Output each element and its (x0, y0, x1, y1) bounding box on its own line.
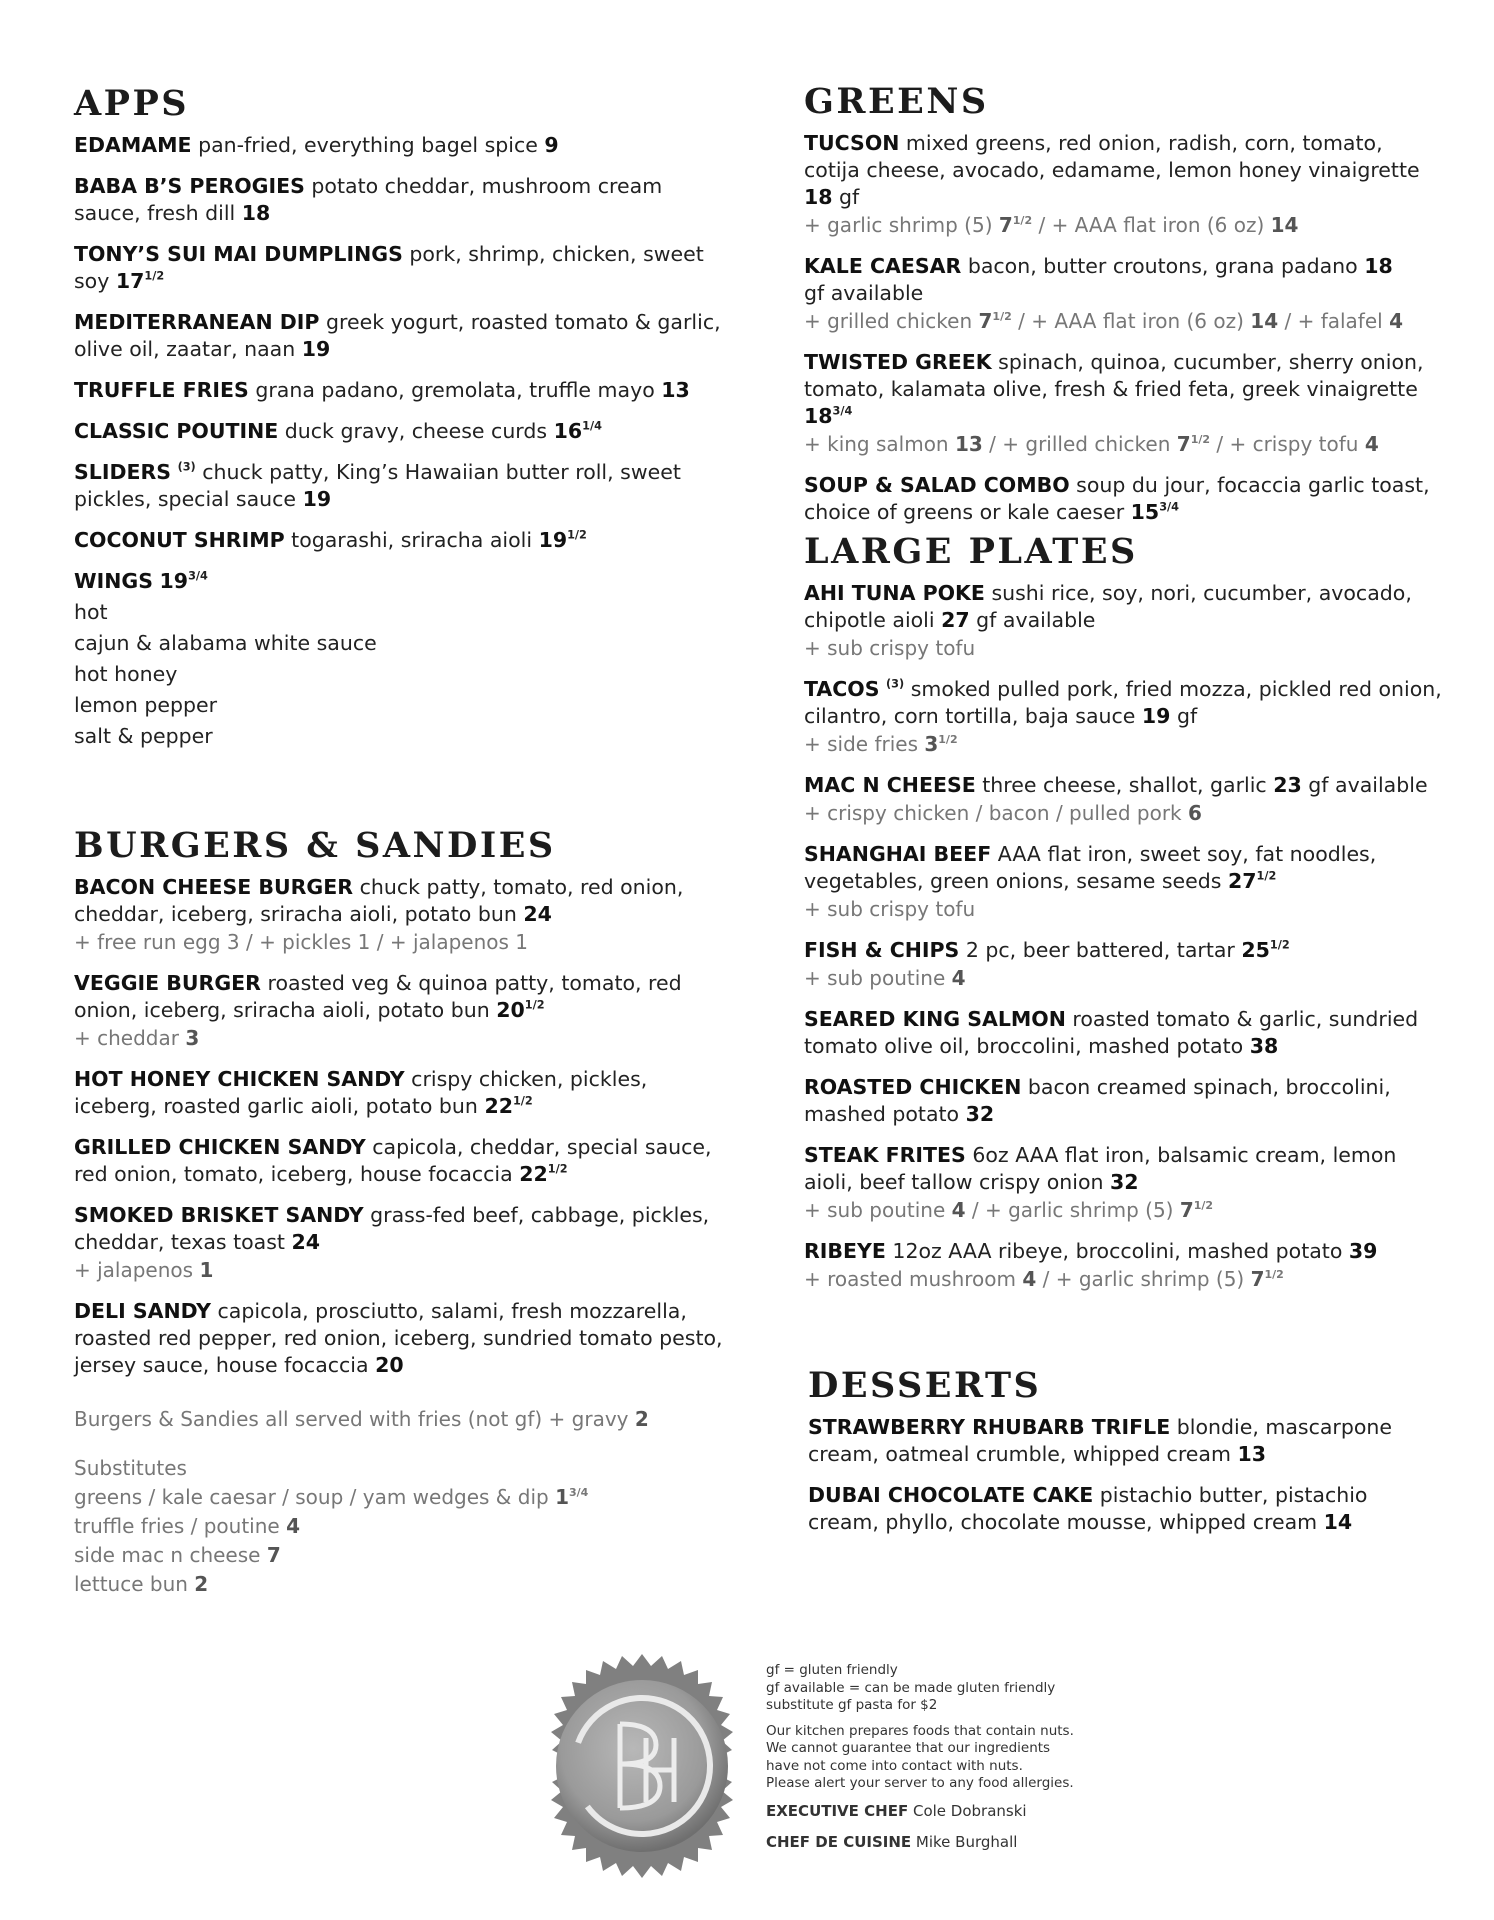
menu-item: ROASTED CHICKEN bacon creamed spinach, broccolini, mashed potato 32 (804, 1075, 1391, 1126)
substitute-item: greens / kale caesar / soup / yam wedges & dip $1^{3/4}$ (74, 1485, 589, 1509)
menu-item: TACOS $^{(3)}$ smoked pulled pork, fried mozza, pickled red onion, cilantro, corn tortilla, baja sauce 19 gf + side fries $3^{1/2}$ (804, 677, 1442, 756)
wing-flavor: cajun & alabama white sauce (74, 631, 377, 655)
wing-flavor: hot honey (74, 662, 178, 686)
menu-item: BABA B’S PEROGIES potato cheddar, mushroom cream sauce, fresh dill 18 (74, 174, 663, 225)
menu-item: SHANGHAI BEEF AAA flat iron, sweet soy, fat noodles, vegetables, green onions, sesame seeds $27^{1/2}$ + sub crispy tofu (804, 842, 1377, 921)
menu-item: COCONUT SHRIMP togarashi, sriracha aioli $19^{1/2}$ (74, 528, 587, 552)
gf-legend: gf = gluten friendly gf available = can be made gluten friendly substitute gf pasta for $2 (766, 1662, 1056, 1713)
menu-item: TONY’S SUI MAI DUMPLINGS pork, shrimp, chicken, sweet soy $17^{1/2}$ (74, 242, 704, 293)
chef-credits (766, 1801, 1126, 1852)
greens-heading: GREENS (804, 81, 989, 122)
menu-item: SOUP & SALAD COMBO soup du jour, focaccia garlic toast, choice of greens or kale caeser $15^{3/4}$ (804, 473, 1430, 524)
apps-heading: APPS (74, 83, 190, 124)
served-note: Burgers & Sandies all served with fries (not gf) + gravy 2 (74, 1407, 649, 1431)
menu-item: VEGGIE BURGER roasted veg & quinoa patty, tomato, red onion, iceberg, sriracha aioli, potato bun $20^{1/2}$ + cheddar 3 (74, 971, 682, 1050)
menu-item: BACON CHEESE BURGER chuck patty, tomato, red onion, cheddar, iceberg, sriracha aioli, potato bun 24 + free run egg 3 / + pickles 1 / + jalapenos 1 (74, 875, 684, 954)
bottlecap-logo (528, 1652, 756, 1880)
desserts-heading: DESSERTS (808, 1365, 1042, 1406)
menu-item: GRILLED CHICKEN SANDY capicola, cheddar, special sauce, red onion, tomato, iceberg, house focaccia $22^{1/2}$ (74, 1135, 712, 1186)
menu-item: TRUFFLE FRIES grana padano, gremolata, truffle mayo 13 (74, 378, 690, 402)
substitutes-title: Substitutes (74, 1456, 187, 1480)
menu-item: MEDITERRANEAN DIP greek yogurt, roasted tomato & garlic, olive oil, zaatar, naan 19 (74, 310, 721, 361)
wings-item: WINGS $19^{3/4}$ hot cajun & alabama white sauce hot honey lemon pepper salt & pepper (74, 568, 734, 752)
greens-section (804, 82, 1444, 526)
menu-item: AHI TUNA POKE sushi rice, soy, nori, cucumber, avocado, chipotle aioli 27 gf available + sub crispy tofu (804, 581, 1412, 660)
menu-item: FISH & CHIPS 2 pc, beer battered, tartar $25^{1/2}$ + sub poutine 4 (804, 938, 1290, 990)
menu-item: EDAMAME pan-fried, everything bagel spice 9 (74, 133, 559, 157)
executive-chef: EXECUTIVE CHEF Cole Dobranski (766, 1801, 1027, 1820)
large-plates-heading: LARGE PLATES (804, 531, 1138, 572)
allergy-note: Our kitchen prepares foods that contain nuts. We cannot guarantee that our ingredients have not come into contact with nuts. Please alert your server to any food allergies. (766, 1722, 1074, 1791)
menu-item: SLIDERS $^{(3)}$ chuck patty, King’s Hawaiian butter roll, sweet pickles, special sauce 19 (74, 460, 681, 511)
wing-flavor: salt & pepper (74, 724, 213, 748)
apps-section (74, 84, 734, 752)
wing-flavor: lemon pepper (74, 693, 218, 717)
wing-flavor: hot (74, 600, 108, 624)
menu-item: KALE CAESAR bacon, butter croutons, grana padano 18 gf available + grilled chicken $7^{1/2}$ / + AAA flat iron (6 oz) 14 / + falafel 4 (804, 254, 1403, 333)
burgers-section (74, 826, 734, 1599)
large-plates-section (804, 532, 1444, 1293)
menu-item: HOT HONEY CHICKEN SANDY crispy chicken, pickles, iceberg, roasted garlic aioli, potato bun $22^{1/2}$ (74, 1067, 648, 1118)
menu-item: STRAWBERRY RHUBARB TRIFLE blondie, mascarpone cream, oatmeal crumble, whipped cream 13 (808, 1415, 1392, 1466)
chef-de-cuisine: CHEF DE CUISINE Mike Burghall (766, 1832, 1018, 1851)
menu-item: TUCSON mixed greens, red onion, radish, corn, tomato, cotija cheese, avocado, edamame, lemon honey vinaigrette 18 gf + garlic shrimp (5) $7^{1/2}$ / + AAA flat iron (6 oz) 14 (804, 131, 1420, 237)
menu-item: DUBAI CHOCOLATE CAKE pistachio butter, pistachio cream, phyllo, chocolate mousse, whipped cream 14 (808, 1483, 1368, 1534)
menu-item: TWISTED GREEK spinach, quinoa, cucumber, sherry onion, tomato, kalamata olive, fresh & fried feta, greek vinaigrette $18^{3/4}$ + king salmon 13 / + grilled chicken $7^{1/2}$ / + crispy tofu 4 (804, 350, 1424, 456)
substitutes-list (74, 1454, 734, 1599)
substitute-item: lettuce bun 2 (74, 1572, 209, 1596)
menu-item: RIBEYE 12oz AAA ribeye, broccolini, mashed potato 39 + roasted mushroom 4 / + garlic shrimp (5) $7^{1/2}$ (804, 1239, 1378, 1291)
substitute-item: side mac n cheese 7 (74, 1543, 281, 1567)
menu-item: STEAK FRITES 6oz AAA flat iron, balsamic cream, lemon aioli, beef tallow crispy onion 32 + sub poutine 4 / + garlic shrimp (5) $7^{1/2}$ (804, 1143, 1397, 1222)
menu-item: SMOKED BRISKET SANDY grass-fed beef, cabbage, pickles, cheddar, texas toast 24 + jalapenos 1 (74, 1203, 710, 1282)
substitute-item: truffle fries / poutine 4 (74, 1514, 301, 1538)
menu-item: SEARED KING SALMON roasted tomato & garlic, sundried tomato olive oil, broccolini, mashed potato 38 (804, 1007, 1419, 1058)
footer-notes (766, 1662, 1126, 1863)
menu-item: CLASSIC POUTINE duck gravy, cheese curds $16^{1/4}$ (74, 419, 602, 443)
desserts-section (808, 1366, 1444, 1536)
menu-item: MAC N CHEESE three cheese, shallot, garlic 23 gf available + crispy chicken / bacon / pulled pork 6 (804, 773, 1428, 825)
menu-item: DELI SANDY capicola, prosciutto, salami, fresh mozzarella, roasted red pepper, red onion, iceberg, sundried tomato pesto, jersey sauce, house focaccia 20 (74, 1299, 723, 1377)
burgers-heading: BURGERS & SANDIES (74, 825, 556, 866)
